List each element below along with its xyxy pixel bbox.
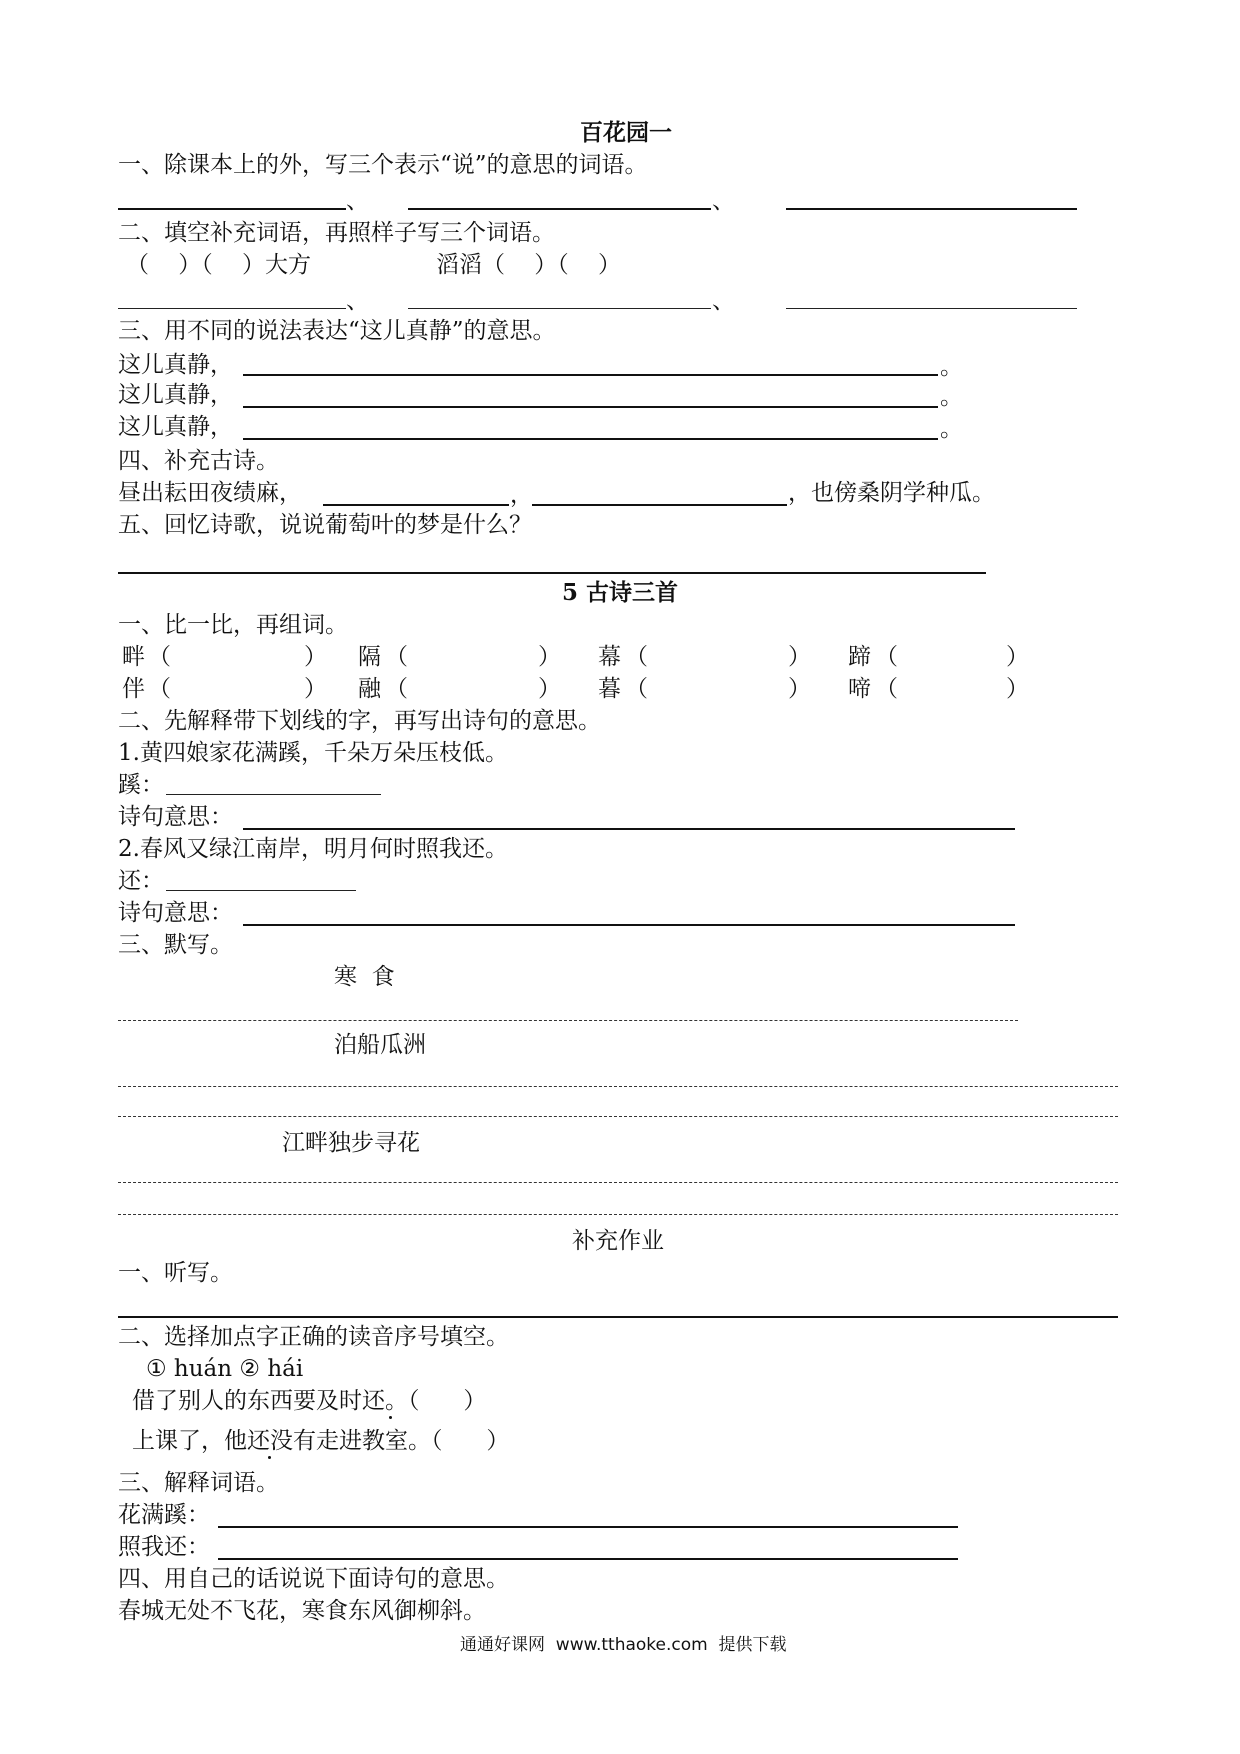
poem-line-1: 1.黄四娘家花满蹊，千朵万朵压枝低。 bbox=[118, 740, 508, 766]
answer-line[interactable] bbox=[408, 308, 711, 309]
period: 。 bbox=[940, 354, 963, 380]
paren-close: ） bbox=[304, 644, 327, 670]
compare-char: 暮 bbox=[598, 676, 621, 702]
separator: 、 bbox=[346, 288, 369, 314]
separator: 、 bbox=[712, 188, 735, 214]
answer-line[interactable] bbox=[166, 794, 381, 795]
period: 。 bbox=[940, 416, 963, 442]
answer-line[interactable] bbox=[218, 1558, 958, 1560]
answer-line[interactable] bbox=[532, 504, 787, 506]
answer-line[interactable] bbox=[243, 374, 938, 376]
question-4: 四、补充古诗。 bbox=[118, 448, 279, 474]
answer-line[interactable] bbox=[243, 828, 1015, 830]
question-2: 二、选择加点字正确的读音序号填空。 bbox=[118, 1324, 509, 1350]
comma: ， bbox=[510, 482, 533, 508]
paren-open: （ bbox=[148, 676, 171, 702]
question-2: 二、填空补充词语，再照样子写三个词语。 bbox=[118, 220, 555, 246]
answer-line[interactable] bbox=[323, 504, 509, 506]
compare-char: 隔 bbox=[358, 644, 381, 670]
poem-line: 春城无处不飞花，寒食东风御柳斜。 bbox=[118, 1598, 486, 1624]
paren-close: ） bbox=[788, 644, 811, 670]
term-label: 照我还： bbox=[118, 1534, 210, 1560]
answer-line[interactable] bbox=[243, 406, 938, 408]
answer-line[interactable] bbox=[118, 572, 986, 574]
compare-char: 融 bbox=[358, 676, 381, 702]
question-5: 五、回忆诗歌，说说葡萄叶的梦是什么？ bbox=[118, 512, 532, 538]
answer-line[interactable] bbox=[243, 924, 1015, 926]
paren-open: （ bbox=[875, 676, 898, 702]
writing-line[interactable] bbox=[118, 1182, 1118, 1183]
section-title-baihuayuan: 百花园一 bbox=[580, 119, 672, 146]
example-word-1: （ ）（ ）大方 bbox=[126, 252, 311, 278]
separator: 、 bbox=[346, 188, 369, 214]
writing-line[interactable] bbox=[118, 1214, 1118, 1215]
term-label: 花满蹊： bbox=[118, 1502, 210, 1528]
answer-line[interactable] bbox=[786, 308, 1077, 309]
paren-close: ） bbox=[538, 676, 561, 702]
answer-line[interactable] bbox=[166, 890, 356, 891]
compare-char: 畔 bbox=[122, 644, 145, 670]
question-1: 一、比一比，再组词。 bbox=[118, 612, 348, 638]
meaning-label: 诗句意思： bbox=[118, 804, 233, 830]
emphasis-dot bbox=[268, 1456, 271, 1459]
compare-char: 伴 bbox=[122, 676, 145, 702]
pinyin-options: ① huán ② hái bbox=[146, 1356, 304, 1382]
compare-char: 幕 bbox=[598, 644, 621, 670]
period: 。 bbox=[940, 384, 963, 410]
char-label: 蹊： bbox=[118, 772, 164, 798]
answer-line[interactable] bbox=[786, 208, 1077, 210]
paren-open: （ bbox=[148, 644, 171, 670]
sentence-prefix: 这儿真静， bbox=[118, 352, 233, 378]
paren-close: ） bbox=[538, 644, 561, 670]
poem-title: 江畔独步寻花 bbox=[282, 1130, 420, 1156]
question-3: 三、解释词语。 bbox=[118, 1470, 279, 1496]
paren-close: ） bbox=[1006, 676, 1029, 702]
poem-line-end: ，也傍桑阴学种瓜。 bbox=[788, 480, 995, 506]
char-label: 还： bbox=[118, 868, 164, 894]
question-1: 一、听写。 bbox=[118, 1260, 233, 1286]
meaning-label: 诗句意思： bbox=[118, 900, 233, 926]
question-3: 三、默写。 bbox=[118, 932, 233, 958]
writing-line[interactable] bbox=[118, 1116, 1118, 1117]
paren-open: （ bbox=[875, 644, 898, 670]
example-word-2: 滔滔（ ）（ ） bbox=[436, 252, 621, 278]
sentence-prefix: 这儿真静， bbox=[118, 382, 233, 408]
question-3: 三、用不同的说法表达“这儿真静”的意思。 bbox=[118, 318, 556, 344]
separator: 、 bbox=[712, 288, 735, 314]
emphasis-dot bbox=[389, 1416, 392, 1419]
poem-title: 泊船瓜洲 bbox=[334, 1032, 426, 1058]
question-4: 四、用自己的话说说下面诗句的意思。 bbox=[118, 1566, 509, 1592]
paren-close: ） bbox=[304, 676, 327, 702]
poem-line-2: 2.春风又绿江南岸，明月何时照我还。 bbox=[118, 836, 508, 862]
paren-close: ） bbox=[1006, 644, 1029, 670]
paren-close: ） bbox=[788, 676, 811, 702]
footer-credit: 通通好课网 www.tthaoke.com 提供下载 bbox=[460, 1635, 787, 1655]
paren-open: （ bbox=[625, 644, 648, 670]
sentence-2: 上课了，他还没有走进教室。（ ） bbox=[132, 1428, 510, 1454]
answer-line[interactable] bbox=[243, 438, 938, 440]
paren-open: （ bbox=[385, 644, 408, 670]
section-title-gushi: 5 古诗三首 bbox=[562, 579, 679, 606]
question-1: 一、除课本上的外，写三个表示“说”的意思的词语。 bbox=[118, 152, 648, 178]
answer-line[interactable] bbox=[408, 208, 711, 210]
writing-line[interactable] bbox=[118, 1020, 1018, 1021]
writing-line[interactable] bbox=[118, 1086, 1118, 1087]
answer-line[interactable] bbox=[118, 208, 346, 210]
answer-line[interactable] bbox=[118, 1316, 1118, 1318]
section-title-buchong: 补充作业 bbox=[572, 1228, 664, 1254]
poem-title: 寒 食 bbox=[334, 964, 395, 990]
paren-open: （ bbox=[385, 676, 408, 702]
question-2: 二、先解释带下划线的字，再写出诗句的意思。 bbox=[118, 708, 601, 734]
paren-open: （ bbox=[625, 676, 648, 702]
compare-char: 蹄 bbox=[848, 644, 871, 670]
sentence-prefix: 这儿真静， bbox=[118, 414, 233, 440]
sentence-1: 借了别人的东西要及时还。（ ） bbox=[132, 1388, 487, 1414]
compare-char: 啼 bbox=[848, 676, 871, 702]
answer-line[interactable] bbox=[218, 1526, 958, 1528]
poem-line-start: 昼出耘田夜绩麻， bbox=[118, 480, 302, 506]
answer-line[interactable] bbox=[118, 308, 346, 309]
